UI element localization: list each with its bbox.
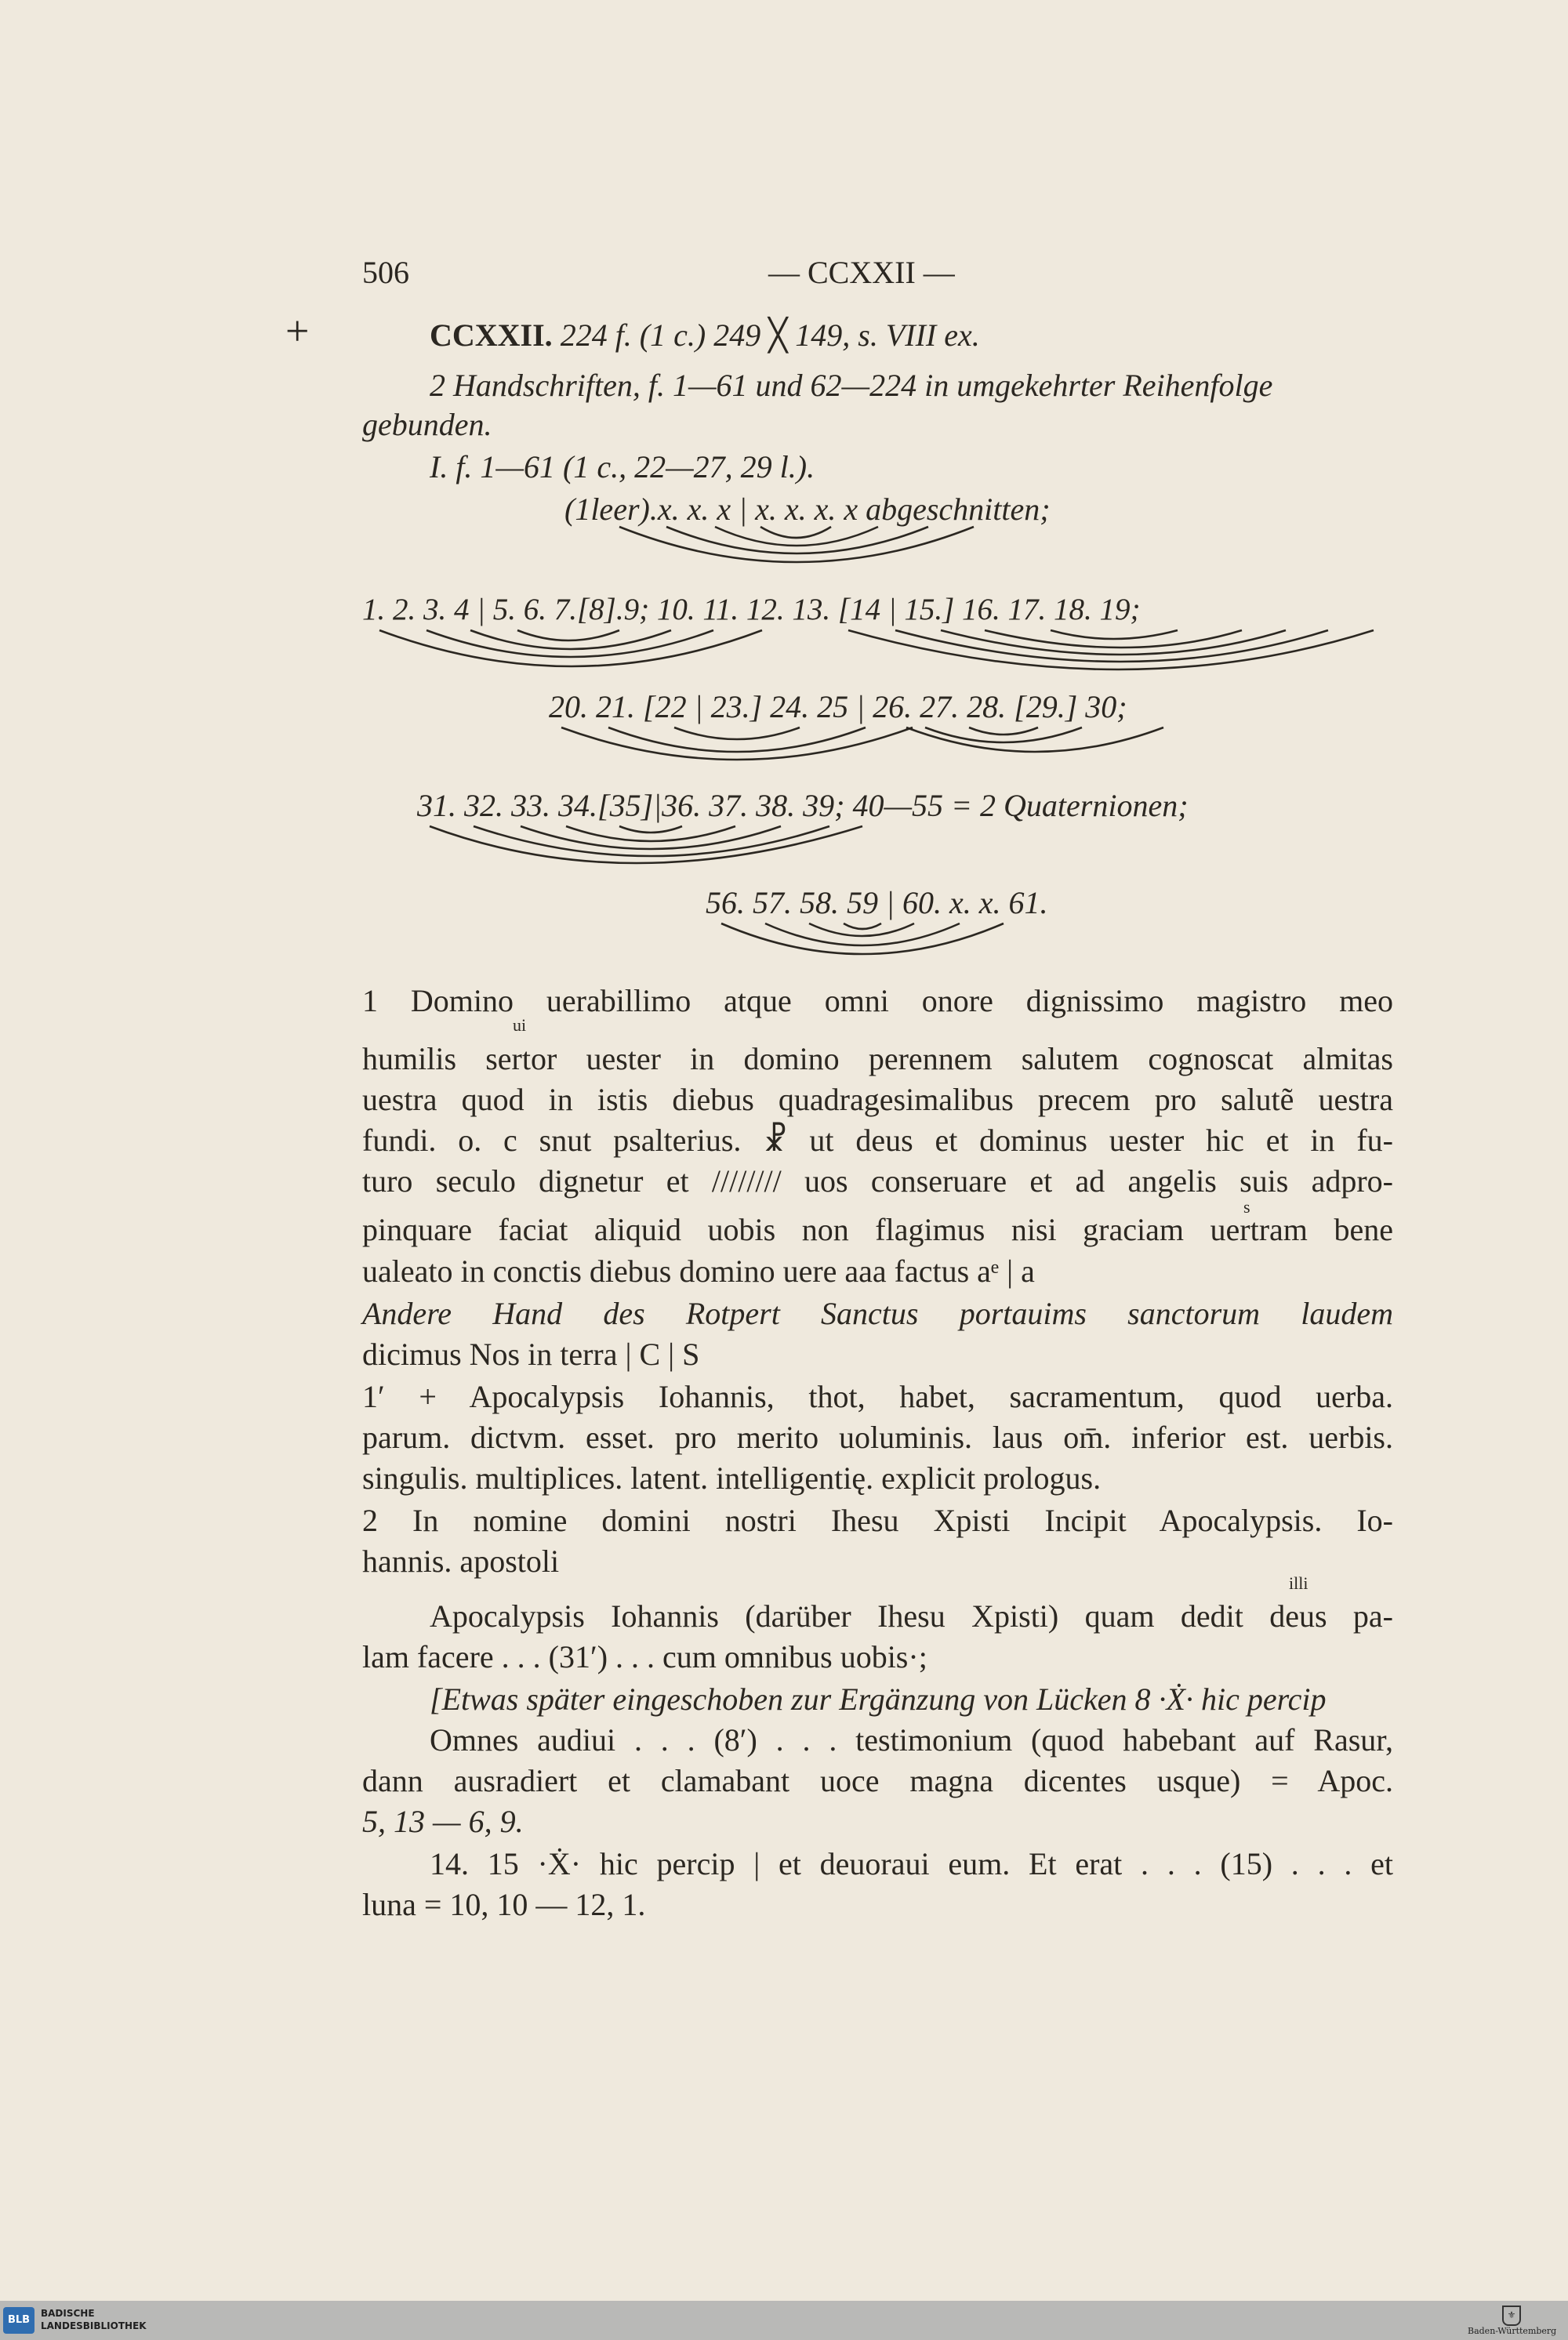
arc (848, 630, 1374, 669)
text-line: fundi. o. c snut psalterius. ☧ ut deus et dominus uester hic et in fu- (362, 1123, 1393, 1158)
text-line: humilis sertor uester in domino perennem salutem cognoscat almitas (362, 1041, 1393, 1076)
arc (561, 727, 913, 760)
text-line: 1′ + Apocalypsis Iohannis, thot, habet, sacramentum, quod uerba. (362, 1379, 1393, 1414)
text-line: 5, 13 — 6, 9. (362, 1804, 524, 1839)
entry-description: 224 f. (1 c.) 249 ╳ 149, s. VIII ex. (560, 317, 980, 353)
text-line: parum. dictvm. esset. pro merito uoluminis. laus om̄. inferior est. uerbis. (362, 1420, 1393, 1455)
arc (619, 826, 682, 833)
text-line-italic: Andere Hand des Rotpert Sanctus portauims sanctorum laudem (362, 1296, 1393, 1331)
collation-row-3: 20. 21. [22 | 23.] 24. 25 | 26. 27. 28. [29.] 30; (549, 689, 1127, 724)
arc (426, 630, 713, 657)
superscript-illi: illi (1289, 1573, 1308, 1593)
text-line: singulis. multiplices. latent. intelligentię. explicit prologus. (362, 1460, 1102, 1496)
arc (765, 923, 960, 945)
arc (521, 826, 781, 849)
viewer-footer (0, 2301, 1568, 2340)
arc (619, 527, 974, 562)
text-line: [Etwas später eingeschoben zur Ergänzung von Lücken 8 ·Ẋ· hic percip (430, 1682, 1327, 1717)
text-line: dann ausradiert et clamabant uoce magna dicentes usque) = Apoc. (362, 1763, 1393, 1798)
arc (566, 826, 735, 841)
arc (715, 527, 878, 546)
arc (1051, 630, 1178, 639)
collation-row-4: 31. 32. 33. 34.[35]|36. 37. 38. 39; 40—55 = 2 Quaternionen; (417, 788, 1189, 823)
entry-line-2: 2 Handschriften, f. 1—61 und 62—224 in umgekehrter Reihenfolge (430, 368, 1273, 403)
state-crest-icon: ⚜ (1502, 2306, 1521, 2326)
text-line: Omnes audiui . . . (8′) . . . testimonium (quod habebant auf Rasur, (430, 1722, 1393, 1758)
collation-row-2: 1. 2. 3. 4 | 5. 6. 7.[8].9; 10. 11. 12. 13. [14 | 15.] 16. 17. 18. 19; (362, 593, 1141, 626)
entry-number: CCXXII. (430, 317, 553, 353)
text-line: turo seculo dignetur et //////// uos conseruare et ad angelis suis adpro- (362, 1163, 1393, 1199)
blb-logo[interactable]: BLB (3, 2307, 34, 2334)
text-line: lam facere . . . (31′) . . . cum omnibus uobis·; (362, 1639, 927, 1674)
text-line: uestra quod in istis diebus quadragesimalibus precem pro salutẽ uestra (362, 1082, 1393, 1117)
arc (760, 527, 831, 538)
superscript-s: s (1243, 1197, 1250, 1217)
text-line: ualeato in conctis diebus domino uere aaa factus aᵉ | a (362, 1253, 1035, 1289)
arc (969, 727, 1038, 735)
page-number: 506 (362, 255, 409, 290)
superscript-ui: ui (513, 1015, 527, 1035)
collation-row-5: 56. 57. 58. 59 | 60. x. x. 61. (706, 885, 1048, 920)
text-line: 1 Domino uerabillimo atque omni onore dignissimo magistro meo (362, 983, 1393, 1018)
text-line: 2 In nomine domini nostri Ihesu Xpisti Incipit Apocalypsis. Io- (362, 1503, 1393, 1538)
text-line: 14. 15 ·Ẋ· hic percip | et deuoraui eum. Et erat . . . (15) . . . et (430, 1846, 1393, 1881)
part1-heading: I. f. 1—61 (1 c., 22—27, 29 l.). (430, 449, 815, 484)
margin-plus-mark: + (285, 307, 310, 354)
text-line: hannis. apostoli (362, 1544, 560, 1579)
entry-line-3: gebunden. (362, 407, 492, 442)
text-line: luna = 10, 10 — 12, 1. (362, 1887, 646, 1922)
arc (844, 923, 881, 929)
state-name: Baden-Württemberg (1468, 2326, 1557, 2336)
arc (666, 527, 928, 553)
arc (674, 727, 800, 739)
text-line: dicimus Nos in terra | C | S (362, 1337, 700, 1372)
library-name: BADISCHE LANDESBIBLIOTHEK (41, 2308, 147, 2331)
text-line: Apocalypsis Iohannis (darüber Ihesu Xpisti) quam dedit deus pa- (430, 1598, 1393, 1634)
text-line: pinquare faciat aliquid uobis non flagimus nisi graciam uertram bene (362, 1212, 1393, 1247)
text-line (362, 1293, 1393, 1334)
collation-row-1: (1leer).x. x. x | x. x. x. x abgeschnitten; (564, 492, 1051, 527)
arc (517, 630, 619, 640)
running-title: — CCXXII — (768, 255, 955, 290)
